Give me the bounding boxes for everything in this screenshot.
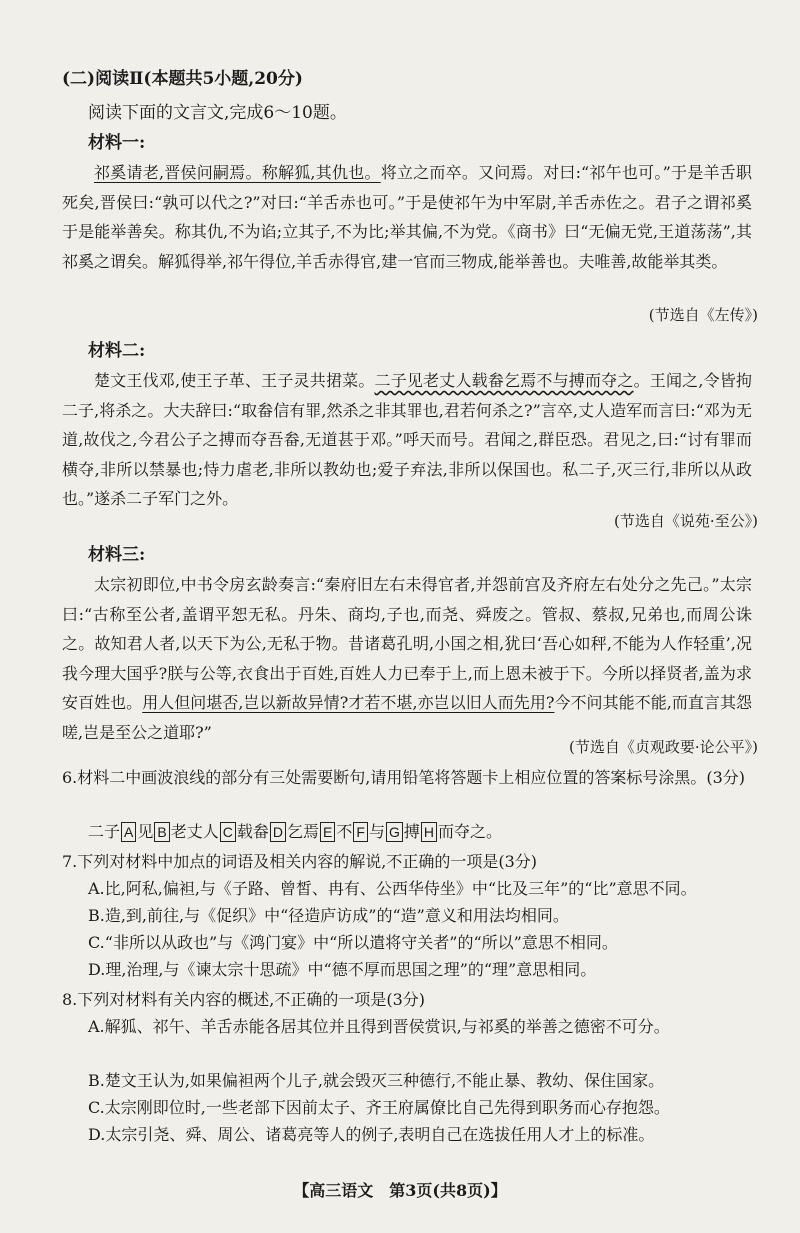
segment: 乞焉 xyxy=(287,822,320,841)
material1-underlined: 祁奚请老,晋侯问嗣焉。称解狐,其仇也。 xyxy=(94,163,381,182)
break-box-h[interactable]: H xyxy=(421,822,437,842)
question-6-stem: 6.材料二中画波浪线的部分有三处需要断句,请用铅笔将答题卡上相应位置的答案标号涂黑。(3分) xyxy=(62,768,746,787)
question-7-option-c: C.“非所以从政也”与《鸿门宴》中“所以遣将守关者”的“所以”意思不相同。 xyxy=(88,933,618,952)
break-box-g[interactable]: G xyxy=(386,822,403,842)
question-8-stem: 8.下列对材料有关内容的概述,不正确的一项是(3分) xyxy=(62,990,426,1009)
material1-label: 材料一: xyxy=(88,133,146,153)
question-7-option-b: B.造,到,前往,与《促织》中“径造庐访成”的“造”意义和用法均相同。 xyxy=(88,906,569,925)
material3-label: 材料三: xyxy=(88,545,146,565)
material1-source: (节选自《左传》) xyxy=(648,306,758,324)
question-7-option-d: D.理,治理,与《谏太宗十思疏》中“德不厚而思国之理”的“理”意思相同。 xyxy=(88,960,597,979)
question-8-option-b: B.楚文王认为,如果偏袒两个儿子,就会毁灭三种德行,不能止暴、教幼、保住国家。 xyxy=(88,1071,665,1090)
question-8-option-c: C.太宗刚即位时,一些老部下因前太子、齐王府属僚比自己先得到职务而心存抱怨。 xyxy=(88,1098,670,1117)
break-box-d[interactable]: D xyxy=(270,822,286,842)
material2-intro: 楚文王伐邓,使王子革、王子灵共捃菜。 xyxy=(94,371,375,390)
material3-text xyxy=(62,570,752,747)
break-box-e[interactable]: E xyxy=(320,822,335,842)
material1-text xyxy=(62,158,752,276)
instructions: 阅读下面的文言文,完成6～10题。 xyxy=(88,103,347,123)
material3-source: (节选自《贞观政要·论公平》) xyxy=(569,738,758,756)
segment: 而夺之。 xyxy=(437,822,502,841)
break-box-f[interactable]: F xyxy=(353,822,368,842)
material2-label: 材料二: xyxy=(88,341,146,361)
page-footer: 【高三语文 第3页(共8页)】 xyxy=(293,1181,507,1200)
break-box-b[interactable]: B xyxy=(154,822,169,842)
material3-body: 太宗初即位,中书令房玄龄奏言:“秦府旧左右未得官者,并怨前宫及齐府左右处分之先己。”太宗曰:“古称至公者,盖谓平恕无私。丹朱、商均,子也,而尧、舜废之。管叔、蔡叔,兄弟也,而周公诛之。故知君人者,以天下为公,无私于物。昔诸葛孔明,小国之相,犹曰‘吾心如秤,不能为人作轻重’,况我今理大国乎?朕与公等,衣食出于百姓,百姓人力已奉于上,而上恩未被于下。今所以择贤者,盖为求安百姓也。 xyxy=(62,575,752,712)
segment: 不 xyxy=(336,822,353,841)
segment: 老丈人 xyxy=(170,822,219,841)
material3-end: 今不问其能不能,而直言其怨嗟,岂是至公之道耶?” xyxy=(62,693,752,742)
material1-body: 将立之而卒。又问焉。对曰:“祁午也可。”于是羊舌职死矣,晋侯曰:“孰可以代之?”对曰:“羊舌赤也可。”于是使祁午为中军尉,羊舌赤佐之。君子之谓祁奚于是能举善矣。称其仇,不为谄;立其子,不为比;举其偏,不为党。《商书》曰“无偏无党,王道荡荡”,其祁奚之谓矣。解狐得举,祁午得位,羊舌赤得官,建一官而三物成,能举善也。夫唯善,故能举其类。 xyxy=(62,163,752,271)
break-box-a[interactable]: A xyxy=(121,822,136,842)
question-6-sentence xyxy=(88,818,758,845)
material2-text xyxy=(62,366,752,514)
section-title: (二)阅读Ⅱ(本题共5小题,20分) xyxy=(62,69,303,89)
segment: 与 xyxy=(368,822,385,841)
question-8-option-d: D.太宗引尧、舜、周公、诸葛亮等人的例子,表明自己在选拔任用人才上的标准。 xyxy=(88,1125,655,1144)
material2-source: (节选自《说苑·至公》) xyxy=(614,512,758,530)
material3-underlined: 用人但问堪否,岂以新故异情?才若不堪,亦岂以旧人而先用? xyxy=(142,693,555,712)
question-7-stem: 7.下列对材料中加点的词语及相关内容的解说,不正确的一项是(3分) xyxy=(62,852,538,871)
material2-body: 。王闻之,令皆拘二子,将杀之。大夫辞曰:“取畚信有罪,然杀之非其罪也,君若何杀之?”言卒,丈人造军而言曰:“邓为无道,故伐之,今君公子之搏而夺吾畚,无道甚于邓。”呼天而号。君闻之,群臣恐。君见之,曰:“讨有罪而横夺,非所以禁暴也;恃力虐老,非所以教幼也;爱子弃法,非所以保国也。私二子,灭三行,非所以从政也。”遂杀二子军门之外。 xyxy=(62,371,752,508)
segment: 二子 xyxy=(88,822,121,841)
segment: 搏 xyxy=(403,822,420,841)
question-8-option-a: A.解狐、祁午、羊舌赤能各居其位并且得到晋侯赏识,与祁奚的举善之德密不可分。 xyxy=(88,1017,670,1036)
segment: 见 xyxy=(137,822,154,841)
question-7-option-a: A.比,阿私,偏袒,与《子路、曾皙、冉有、公西华侍坐》中“比及三年”的“比”意思不同。 xyxy=(88,879,697,898)
material2-wavy-line: 二子见老丈人载畚乞焉不与搏而夺之 xyxy=(374,371,634,390)
break-box-c[interactable]: C xyxy=(220,822,236,842)
segment: 载畚 xyxy=(236,822,269,841)
